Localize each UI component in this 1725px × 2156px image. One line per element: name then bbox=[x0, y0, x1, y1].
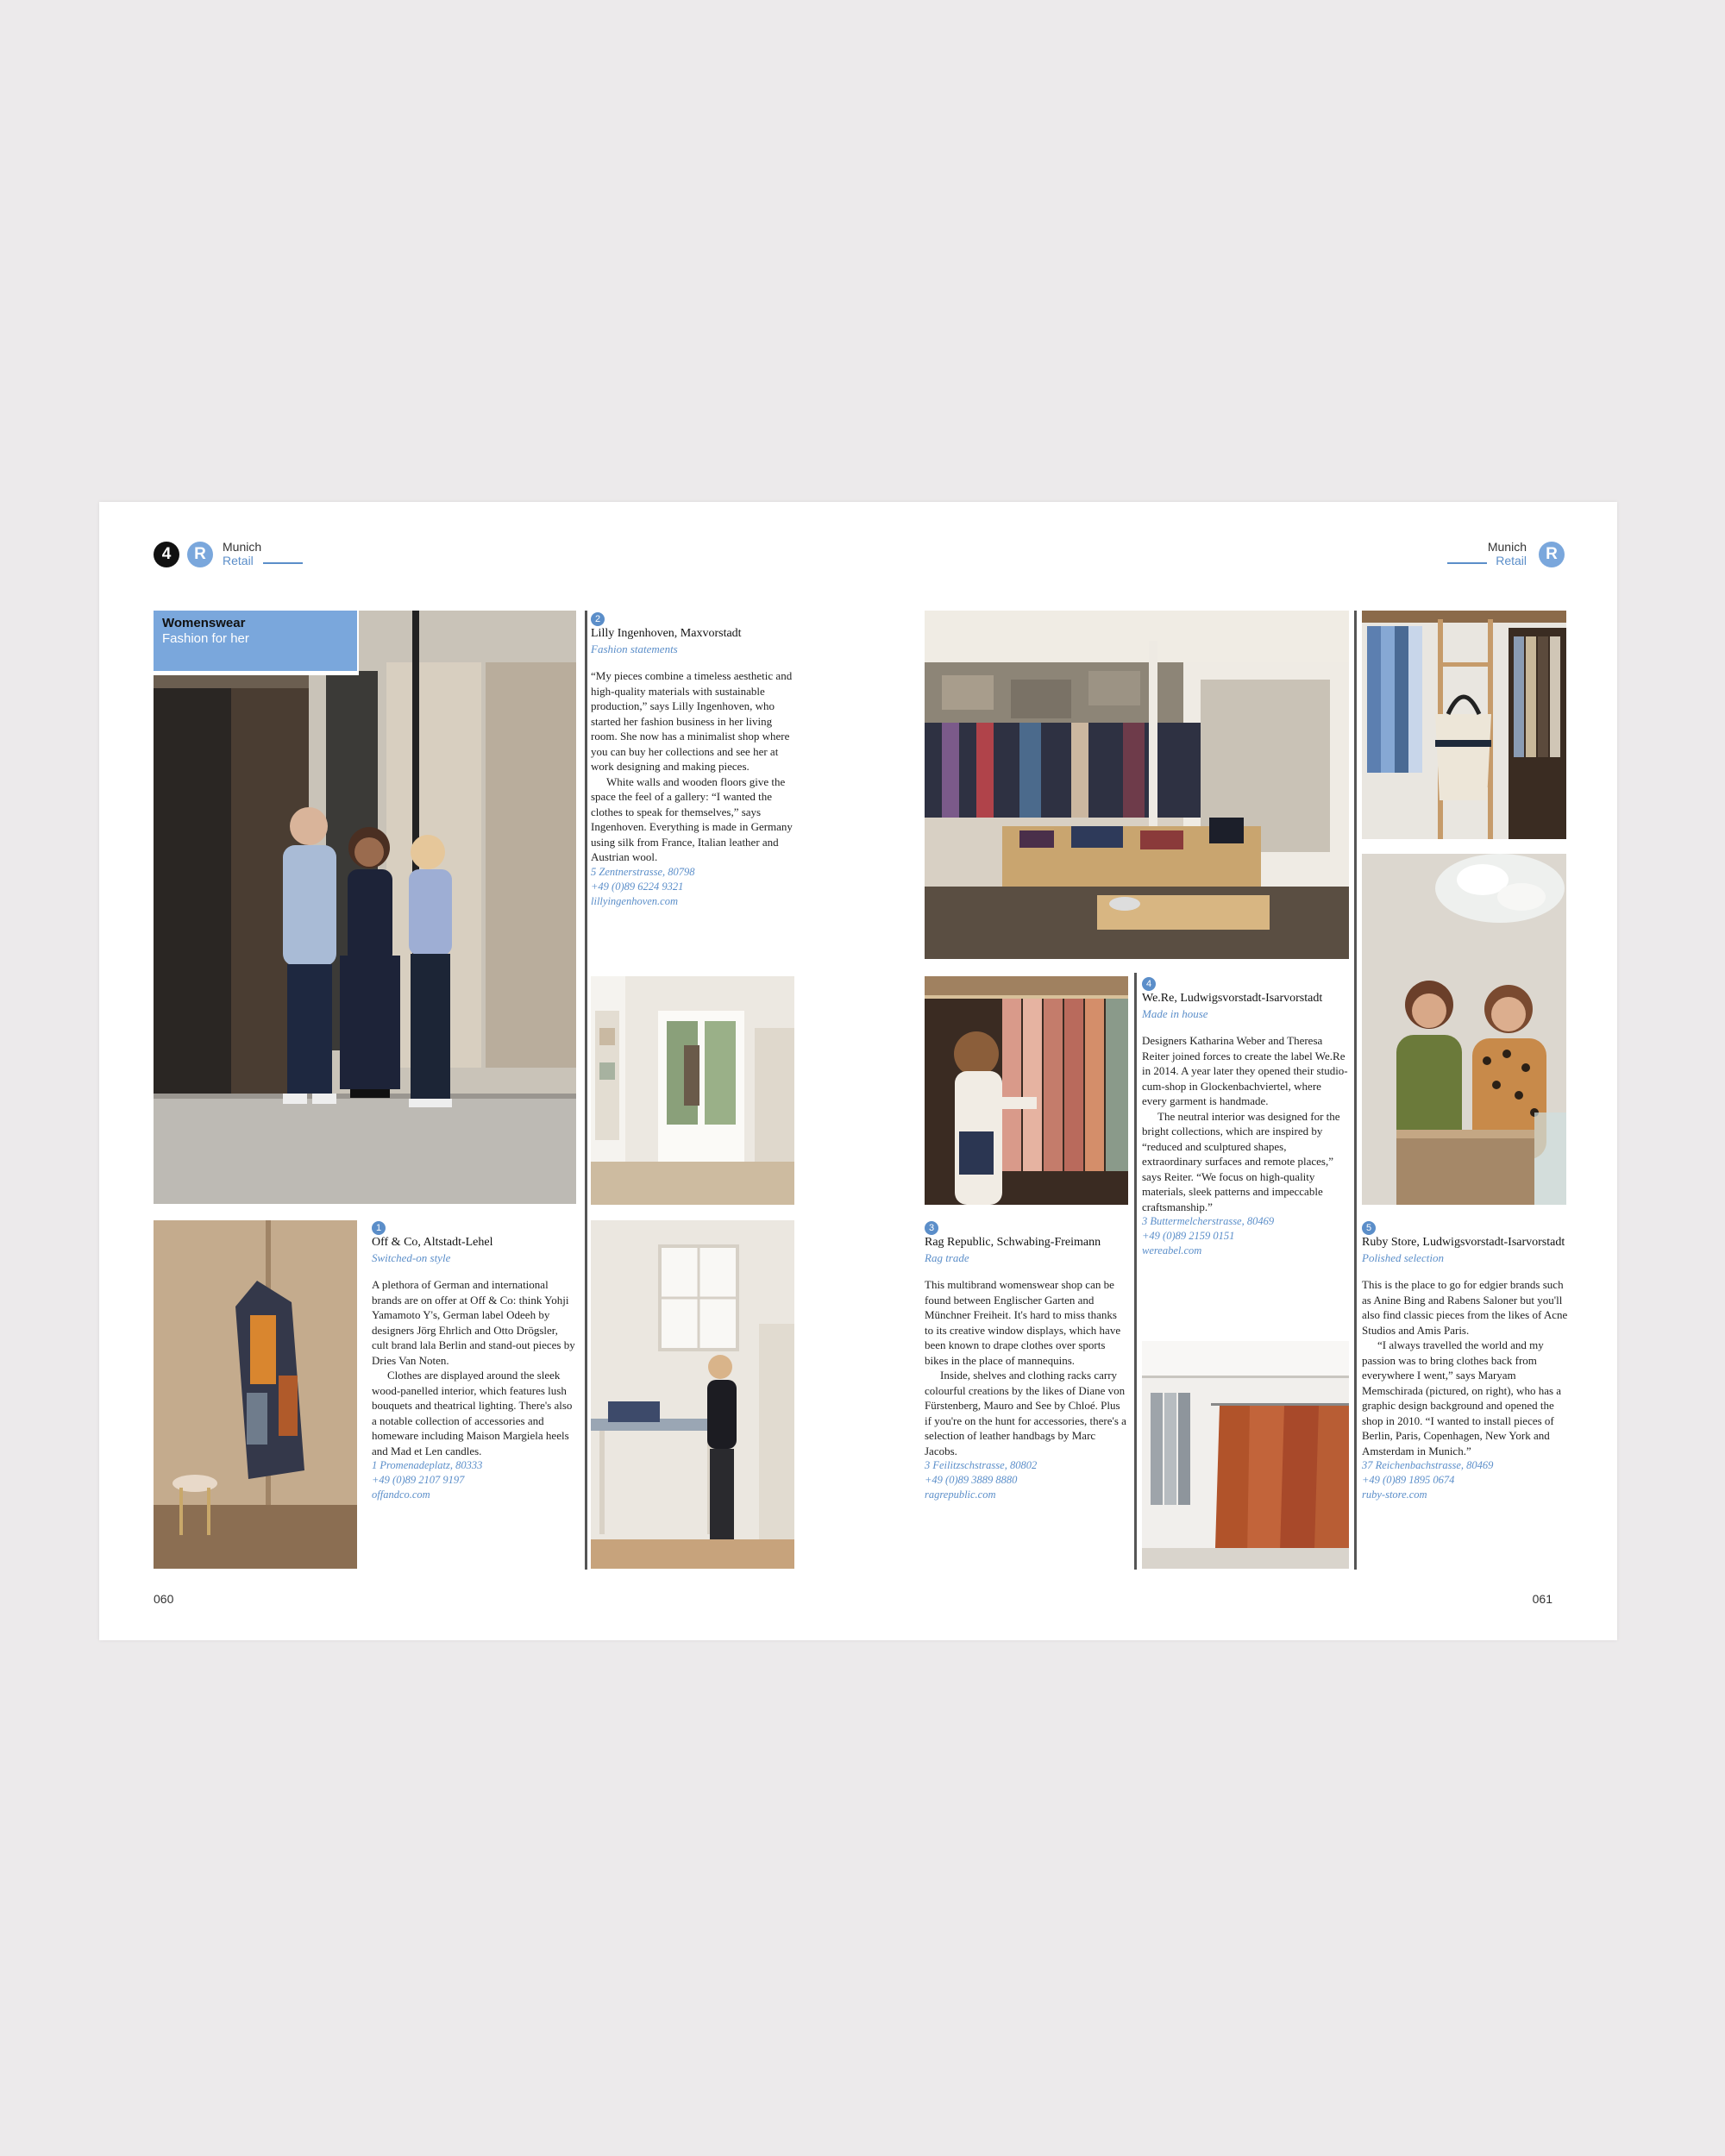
shop-phone: +49 (0)89 2107 9197 bbox=[372, 1474, 465, 1486]
shop-entry-5 bbox=[1362, 1219, 1569, 1502]
shop-body-paragraph: This multibrand womenswear shop can be found between Englischer Garten and Münchner Freiheit. It's hard to miss thanks to its creative window displays, which have been known to drape clothes over sports bikes in the place of mannequins. bbox=[925, 1278, 1121, 1367]
shop-name: Ruby Store, Ludwigsvorstadt-Isarvorstadt bbox=[1362, 1236, 1565, 1249]
photo-white-studio-door bbox=[591, 976, 794, 1205]
shop-name: We.Re, Ludwigsvorstadt-Isarvorstadt bbox=[1142, 992, 1323, 1005]
photo-boutique-interior bbox=[925, 611, 1349, 959]
shop-body-paragraph: Clothes are displayed around the sleek wood-panelled interior, which features lush bouquets and theatrical lighting. There's also a notable collection of accessories and homeware including Maison Margiela heels and Mad et Len candles. bbox=[372, 1369, 573, 1457]
shop-number-badge: 1 bbox=[372, 1221, 386, 1235]
shop-body-paragraph: The neutral interior was designed for the bright collections, which are inspired by “reduced and sculptured shapes, extraordinary surfaces and remote places,” says Reiter. “We focus on high-quality materials, sleek patterns and impeccable craftsmanship.” bbox=[1142, 1109, 1340, 1213]
shop-number-badge: 3 bbox=[925, 1221, 938, 1235]
column-rule bbox=[1354, 611, 1357, 1570]
shop-website-link[interactable]: lillyingenhoven.com bbox=[591, 894, 679, 907]
header-city-left: Munich bbox=[223, 540, 262, 554]
shop-body-paragraph: White walls and wooden floors give the space the feel of a gallery: “I wanted the clothes to speak for themselves,” says Ingenhoven. Everything is made in Germany using silk from France, Italian leather and Austrian wool. bbox=[591, 774, 793, 863]
shop-address: 3 Feilitzschstrasse, 80802 bbox=[925, 1459, 1038, 1471]
shop-tagline: Switched-on style bbox=[372, 1251, 451, 1264]
chapter-letter-badge-right: R bbox=[1539, 542, 1565, 567]
shop-website-link[interactable]: offandco.com bbox=[372, 1489, 430, 1501]
photo-designer-at-table bbox=[591, 1220, 794, 1569]
chapter-letter-badge: R bbox=[187, 542, 213, 567]
header-rule-left bbox=[263, 562, 303, 564]
shop-name: Off & Co, Altstadt-Lehel bbox=[372, 1236, 493, 1249]
column-rule bbox=[1134, 973, 1137, 1570]
shop-tagline: Polished selection bbox=[1362, 1251, 1444, 1264]
shop-entry-3 bbox=[925, 1219, 1128, 1502]
shop-body-paragraph: This is the place to go for edgier brands such as Anine Bing and Rabens Saloner but you'll also find classic pieces from the likes of Acne Studios and Amis Paris. bbox=[1362, 1278, 1568, 1337]
shop-name: Rag Republic, Schwabing-Freimann bbox=[925, 1236, 1101, 1249]
shop-body-paragraph: “I always travelled the world and my passion was to bring clothes back from everywhere I went,” says Maryam Memschirada (pictured, on right), who has a graphic design background and opened the shop in 2010. “I wanted to install pieces of Berlin, Paris, Copenhagen, New York and Amsterdam in Munich.” bbox=[1362, 1338, 1562, 1457]
photo-three-people-storefront bbox=[154, 611, 576, 1204]
photo-rust-clothing-rack bbox=[1142, 1341, 1349, 1569]
shop-entry-1 bbox=[372, 1219, 575, 1502]
photo-shirts-and-bag bbox=[1362, 611, 1566, 839]
shop-tagline: Fashion statements bbox=[591, 642, 678, 655]
shop-website-link[interactable]: ragrepublic.com bbox=[925, 1489, 996, 1501]
shop-website-link[interactable]: wereabel.com bbox=[1142, 1244, 1202, 1257]
shop-phone: +49 (0)89 1895 0674 bbox=[1362, 1474, 1455, 1486]
shop-phone: +49 (0)89 2159 0151 bbox=[1142, 1230, 1235, 1242]
shop-body-paragraph: Inside, shelves and clothing racks carry colourful creations by the likes of Diane von Fürstenberg, Mauro and See by Chloé. Plus if you're on the hunt for accessories, there's a selection of leather handbags by Marc Jacobs. bbox=[925, 1369, 1126, 1457]
shop-body-paragraph: Designers Katharina Weber and Theresa Reiter joined forces to create the label We.Re in 2014. A year later they opened their studio-cum-shop in Glockenbachviertel, where every garment is handmade. bbox=[1142, 1034, 1348, 1107]
category-label bbox=[154, 611, 357, 671]
shop-entry-4 bbox=[1142, 975, 1349, 1258]
header-city-right: Munich bbox=[1487, 540, 1527, 554]
shop-body-paragraph: “My pieces combine a timeless aesthetic and high-quality materials with sustainable production,” says Lilly Ingenhoven, who started her fashion business in her living room. She now has a minimalist shop where you can buy her collections and see her at work designing and making pieces. bbox=[591, 669, 793, 773]
header-rule-right bbox=[1447, 562, 1487, 564]
category-subtitle: Fashion for her bbox=[162, 631, 249, 646]
shop-website-link[interactable]: ruby-store.com bbox=[1362, 1489, 1427, 1501]
header-section-left: Retail bbox=[223, 554, 254, 567]
shop-body-paragraph: A plethora of German and international brands are on offer at Off & Co: think Yohji Yamamoto Y's, German label Odeeh by designers Jörg Ehrlich and Otto Drögsler, cult brand lala Berlin and stand-out pieces by Dries Van Noten. bbox=[372, 1278, 575, 1367]
header-section-right: Retail bbox=[1496, 554, 1527, 567]
shop-number-badge: 4 bbox=[1142, 977, 1156, 991]
shop-tagline: Rag trade bbox=[925, 1251, 969, 1264]
shop-number-badge: 5 bbox=[1362, 1221, 1376, 1235]
shop-phone: +49 (0)89 6224 9321 bbox=[591, 880, 684, 893]
shop-phone: +49 (0)89 3889 8880 bbox=[925, 1474, 1018, 1486]
photo-two-women-counter bbox=[1362, 854, 1566, 1205]
photo-coat-on-hanger bbox=[154, 1220, 357, 1569]
shop-name: Lilly Ingenhoven, Maxvorstadt bbox=[591, 627, 742, 640]
shop-address: 3 Buttermelcherstrasse, 80469 bbox=[1142, 1215, 1275, 1227]
chapter-number-badge: 4 bbox=[154, 542, 179, 567]
shop-address: 5 Zentnerstrasse, 80798 bbox=[591, 865, 695, 878]
shop-address: 1 Promenadeplatz, 80333 bbox=[372, 1459, 483, 1471]
page-number-left: 060 bbox=[154, 1592, 174, 1606]
page-number-right: 061 bbox=[1532, 1592, 1552, 1606]
shop-address: 37 Reichenbachstrasse, 80469 bbox=[1362, 1459, 1494, 1471]
magazine-spread bbox=[99, 502, 1617, 1640]
photo-woman-browsing-rack bbox=[925, 976, 1128, 1205]
column-rule bbox=[585, 611, 587, 1570]
shop-entry-2 bbox=[591, 611, 794, 909]
shop-tagline: Made in house bbox=[1142, 1007, 1208, 1020]
shop-number-badge: 2 bbox=[591, 612, 605, 626]
category-title: Womenswear bbox=[162, 616, 246, 630]
